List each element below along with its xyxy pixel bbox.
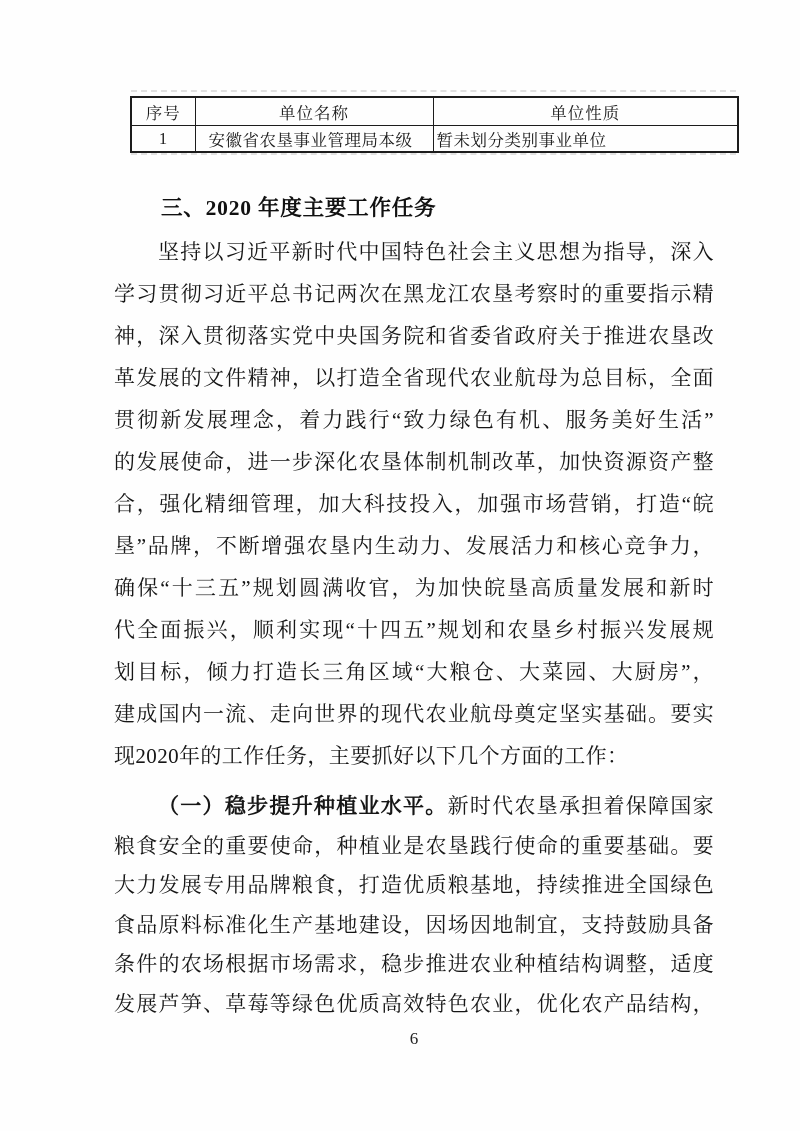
text-line: 革发展的文件精神，以打造全省现代农业航母为总目标，全面 — [114, 366, 714, 390]
text-line: 确保“十三五”规划圆满收官，为加快皖垦高质量发展和新时 — [114, 576, 714, 600]
table-header-cell: 单位名称 — [195, 97, 433, 126]
text-line: 条件的农场根据市场需求，稳步推进农业种植结构调整，适度 — [114, 952, 714, 976]
table-header-cell: 单位性质 — [433, 97, 738, 126]
bold-lead-text: （一）稳步提升种植业水平。 — [158, 794, 448, 818]
paragraph — [114, 231, 714, 777]
text-line: 建成国内一流、走向世界的现代农业航母奠定坚实基础。要实 — [114, 702, 714, 726]
text-line: 贯彻新发展理念，着力践行“致力绿色有机、服务美好生活” — [114, 408, 714, 432]
unit-table-body — [131, 126, 738, 153]
body-text — [114, 231, 714, 1024]
text-line: 神，深入贯彻落实党中央国务院和省委省政府关于推进农垦改 — [114, 324, 714, 348]
text-line: 垦”品牌，不断增强农垦内生动力、发展活力和核心竞争力， — [114, 534, 714, 558]
text-line: 粮食安全的重要使命，种植业是农垦践行使命的重要基础。要 — [114, 833, 714, 858]
table-row — [131, 126, 738, 153]
scan-artifact — [131, 90, 736, 92]
text-line: 划目标，倾力打造长三角区域“大粮仓、大菜园、大厨房”， — [114, 660, 714, 684]
text-line: 的发展使命，进一步深化农垦体制机制改革，加快资源资产整 — [114, 450, 714, 474]
paragraph — [114, 787, 714, 1024]
unit-table — [130, 96, 739, 153]
table-cell: 1 — [131, 126, 195, 153]
text-line: 学习贯彻习近平总书记两次在黑龙江农垦考察时的重要指示精 — [114, 282, 714, 306]
unit-table-header-row — [131, 97, 738, 126]
text-line — [114, 787, 714, 827]
text-line: 食品原料标准化生产基地建设，因场因地制宜，支持鼓励具备 — [114, 912, 714, 937]
scan-artifact — [131, 153, 736, 155]
text-line: 现2020年的工作任务，主要抓好以下几个方面的工作： — [114, 744, 629, 768]
table-cell: 暂未划分类别事业单位 — [433, 126, 738, 153]
text-line: 合，强化精细管理，加大科技投入，加强市场营销，打造“皖 — [114, 492, 714, 516]
line-text: 新时代农垦承担着保障国家 — [447, 794, 714, 818]
page-number: 6 — [409, 1029, 419, 1048]
table-cell: 安徽省农垦事业管理局本级 — [195, 126, 433, 153]
text-line: 代全面振兴，顺利实现“十四五”规划和农垦乡村振兴发展规 — [114, 618, 714, 642]
text-line: 发展芦笋、草莓等绿色优质高效特色农业，优化农产品结构， — [114, 991, 714, 1016]
table-header-cell: 序号 — [131, 97, 195, 126]
text-line: 大力发展专用品牌粮食，打造优质粮基地，持续推进全国绿色 — [114, 873, 714, 897]
section-heading: 三、2020 年度主要工作任务 — [161, 196, 437, 220]
text-line: 坚持以习近平新时代中国特色社会主义思想为指导，深入 — [158, 240, 714, 264]
